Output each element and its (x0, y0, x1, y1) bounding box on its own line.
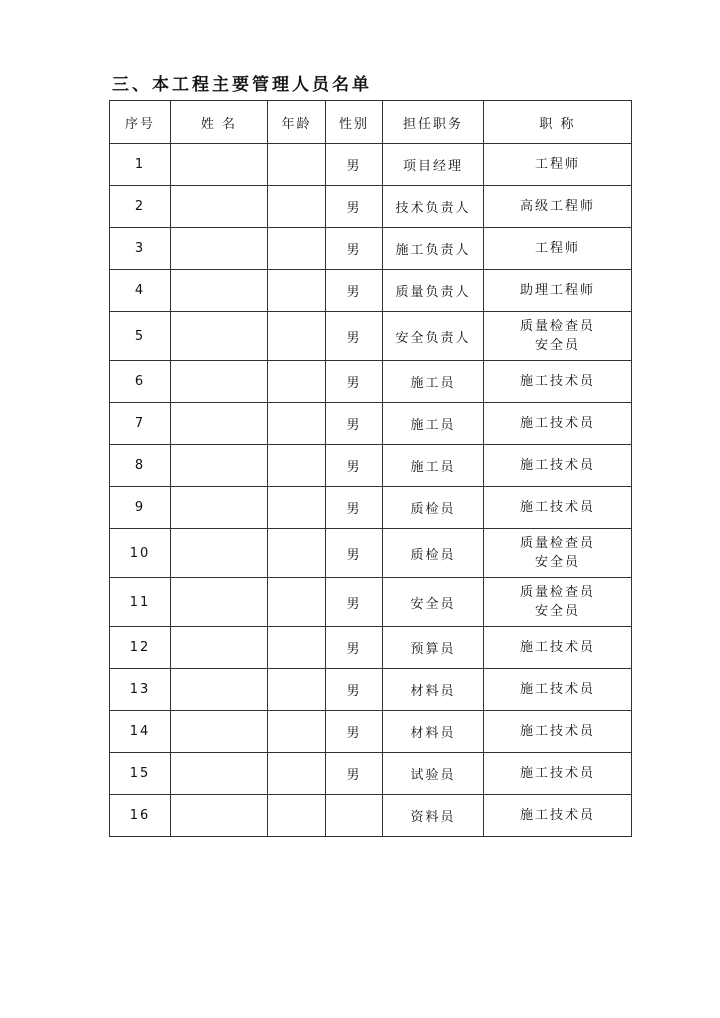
title-line: 安全员 (534, 338, 580, 353)
cell-title (484, 795, 632, 837)
cell-age (268, 312, 326, 361)
cell-name (171, 669, 268, 711)
header-name: 姓 名 (171, 101, 268, 144)
cell-name (171, 711, 268, 753)
cell-title (484, 270, 632, 312)
cell-title (484, 578, 632, 627)
table-row (110, 487, 632, 529)
title-line: 安全员 (534, 604, 580, 619)
cell-index: 12 (110, 627, 171, 669)
cell-title (484, 403, 632, 445)
cell-gender: 男 (326, 361, 383, 403)
cell-post: 项目经理 (383, 144, 484, 186)
table-row (110, 711, 632, 753)
cell-gender: 男 (326, 529, 383, 578)
cell-name (171, 228, 268, 270)
header-title: 职 称 (484, 101, 632, 144)
table-row (110, 669, 632, 711)
cell-index: 13 (110, 669, 171, 711)
cell-age (268, 627, 326, 669)
table-row (110, 270, 632, 312)
cell-post: 质检员 (383, 529, 484, 578)
title-line: 质量检查员 (519, 536, 595, 551)
cell-name (171, 144, 268, 186)
cell-gender (326, 795, 383, 837)
cell-title (484, 312, 632, 361)
cell-post: 材料员 (383, 669, 484, 711)
table-row (110, 627, 632, 669)
cell-index: 11 (110, 578, 171, 627)
cell-post: 施工员 (383, 403, 484, 445)
title-line: 工程师 (534, 157, 580, 172)
cell-title (484, 529, 632, 578)
table-row (110, 795, 632, 837)
cell-index: 8 (110, 445, 171, 487)
table-row (110, 228, 632, 270)
header-post: 担任职务 (383, 101, 484, 144)
cell-title (484, 361, 632, 403)
cell-age (268, 228, 326, 270)
title-line: 施工技术员 (519, 766, 595, 781)
cell-post: 施工员 (383, 361, 484, 403)
title-line: 施工技术员 (519, 416, 595, 431)
cell-name (171, 312, 268, 361)
cell-age (268, 445, 326, 487)
title-line: 助理工程师 (519, 283, 595, 298)
cell-gender: 男 (326, 627, 383, 669)
cell-age (268, 144, 326, 186)
cell-gender: 男 (326, 669, 383, 711)
cell-index: 2 (110, 186, 171, 228)
cell-index: 1 (110, 144, 171, 186)
cell-title (484, 186, 632, 228)
cell-index: 10 (110, 529, 171, 578)
page-title: 三、本工程主要管理人员名单 (112, 75, 372, 95)
cell-gender: 男 (326, 578, 383, 627)
header-gender: 性别 (326, 101, 383, 144)
title-line: 施工技术员 (519, 500, 595, 515)
cell-index: 7 (110, 403, 171, 445)
title-line: 施工技术员 (519, 374, 595, 389)
title-line: 质量检查员 (519, 585, 595, 600)
cell-name (171, 361, 268, 403)
cell-index: 5 (110, 312, 171, 361)
cell-age (268, 361, 326, 403)
table-row (110, 144, 632, 186)
cell-index: 9 (110, 487, 171, 529)
cell-title (484, 753, 632, 795)
cell-age (268, 403, 326, 445)
cell-name (171, 445, 268, 487)
cell-age (268, 795, 326, 837)
table-row (110, 445, 632, 487)
cell-gender: 男 (326, 487, 383, 529)
title-line: 安全员 (534, 555, 580, 570)
table-row (110, 361, 632, 403)
cell-title (484, 228, 632, 270)
cell-index: 3 (110, 228, 171, 270)
cell-title (484, 669, 632, 711)
cell-gender: 男 (326, 144, 383, 186)
cell-post: 技术负责人 (383, 186, 484, 228)
cell-gender: 男 (326, 403, 383, 445)
table-header-row (110, 101, 632, 144)
title-line: 工程师 (534, 241, 580, 256)
table-row (110, 529, 632, 578)
cell-age (268, 711, 326, 753)
table-row (110, 186, 632, 228)
cell-gender: 男 (326, 186, 383, 228)
cell-title (484, 487, 632, 529)
cell-name (171, 186, 268, 228)
cell-age (268, 270, 326, 312)
cell-name (171, 578, 268, 627)
cell-post: 质量负责人 (383, 270, 484, 312)
cell-name (171, 487, 268, 529)
cell-age (268, 529, 326, 578)
cell-gender: 男 (326, 711, 383, 753)
cell-index: 6 (110, 361, 171, 403)
cell-title (484, 144, 632, 186)
cell-post: 施工员 (383, 445, 484, 487)
cell-post: 安全员 (383, 578, 484, 627)
cell-age (268, 669, 326, 711)
cell-name (171, 753, 268, 795)
cell-post: 材料员 (383, 711, 484, 753)
cell-age (268, 578, 326, 627)
cell-name (171, 403, 268, 445)
staff-table (109, 100, 632, 837)
cell-index: 14 (110, 711, 171, 753)
cell-gender: 男 (326, 753, 383, 795)
cell-post: 施工负责人 (383, 228, 484, 270)
cell-age (268, 186, 326, 228)
cell-name (171, 529, 268, 578)
title-line: 施工技术员 (519, 724, 595, 739)
cell-title (484, 627, 632, 669)
cell-name (171, 270, 268, 312)
cell-gender: 男 (326, 270, 383, 312)
table-row (110, 578, 632, 627)
cell-gender: 男 (326, 228, 383, 270)
cell-index: 15 (110, 753, 171, 795)
cell-age (268, 487, 326, 529)
table-row (110, 312, 632, 361)
cell-post: 安全负责人 (383, 312, 484, 361)
cell-index: 4 (110, 270, 171, 312)
header-age: 年龄 (268, 101, 326, 144)
header-index: 序号 (110, 101, 171, 144)
cell-age (268, 753, 326, 795)
title-line: 施工技术员 (519, 808, 595, 823)
table-row (110, 753, 632, 795)
title-line: 施工技术员 (519, 640, 595, 655)
title-line: 质量检查员 (519, 319, 595, 334)
table-row (110, 403, 632, 445)
title-line: 施工技术员 (519, 682, 595, 697)
cell-post: 资料员 (383, 795, 484, 837)
cell-name (171, 627, 268, 669)
cell-post: 试验员 (383, 753, 484, 795)
cell-post: 质检员 (383, 487, 484, 529)
cell-post: 预算员 (383, 627, 484, 669)
cell-title (484, 711, 632, 753)
cell-name (171, 795, 268, 837)
cell-gender: 男 (326, 312, 383, 361)
cell-title (484, 445, 632, 487)
title-line: 高级工程师 (519, 199, 595, 214)
cell-gender: 男 (326, 445, 383, 487)
title-line: 施工技术员 (519, 458, 595, 473)
cell-index: 16 (110, 795, 171, 837)
